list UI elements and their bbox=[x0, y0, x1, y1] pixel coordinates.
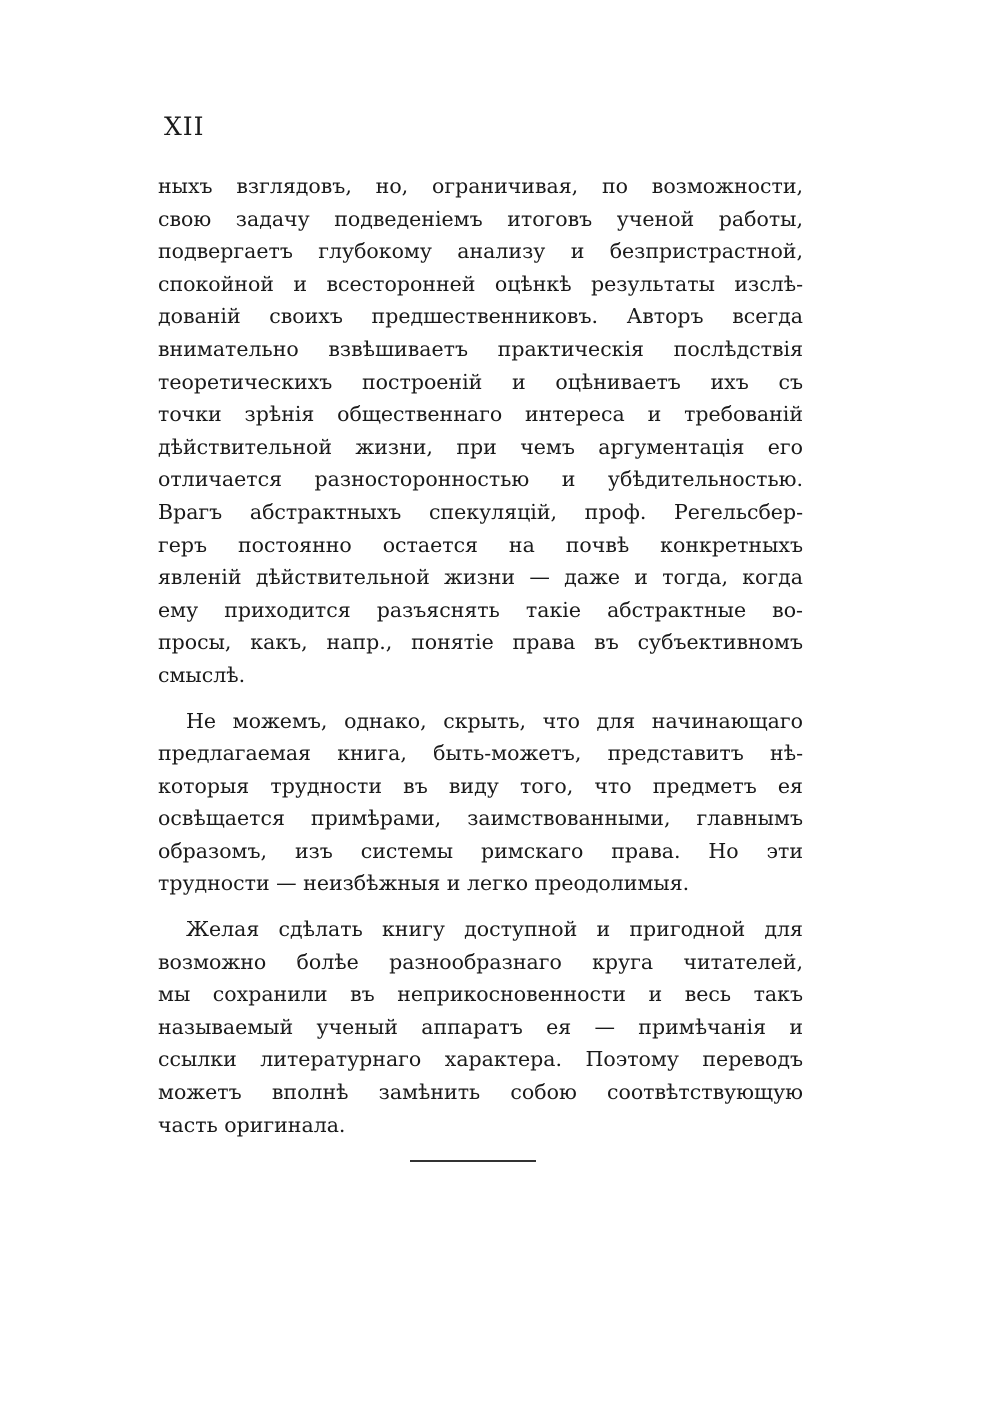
text-line: называемый ученый аппаратъ ея — примѣчанія и bbox=[158, 1014, 803, 1039]
text-line: часть оригинала. bbox=[158, 1112, 346, 1137]
text-line: подвергаетъ глубокому анализу и безпристрастной, bbox=[158, 239, 803, 264]
text-line: дѣйствительной жизни, при чемъ аргументація его bbox=[158, 434, 803, 459]
section-end-rule bbox=[410, 1160, 536, 1162]
text-line: спокойной и всесторонней оцѣнкѣ результаты изслѣ- bbox=[158, 271, 803, 296]
text-line: возможно болѣе разнообразнаго круга читателей, bbox=[158, 949, 803, 974]
text-line: Желая сдѣлать книгу доступной и пригодной для bbox=[186, 917, 803, 942]
text-line: мы сохранили въ неприкосновенности и весь такъ bbox=[158, 982, 803, 1007]
body-text bbox=[158, 170, 803, 1141]
text-line: геръ постоянно остается на почвѣ конкретныхъ bbox=[158, 532, 803, 557]
paragraph-2 bbox=[158, 705, 803, 901]
text-line: внимательно взвѣшиваетъ практическія послѣдствія bbox=[158, 336, 803, 361]
text-line: смыслѣ. bbox=[158, 662, 246, 687]
text-line: Не можемъ, однако, скрыть, что для начинающаго bbox=[186, 708, 803, 733]
text-line: отличается разносторонностью и убѣдительностью. bbox=[158, 467, 803, 492]
text-line: просы, какъ, напр., понятіе права въ субъективномъ bbox=[158, 630, 803, 655]
text-line: ссылки литературнаго характера. Поэтому переводъ bbox=[158, 1047, 803, 1072]
page-number: XII bbox=[164, 112, 205, 141]
text-line: образомъ, изъ системы римскаго права. Но эти bbox=[158, 838, 803, 863]
text-line: теоретическихъ построеній и оцѣниваетъ ихъ съ bbox=[158, 369, 803, 394]
text-line: можетъ вполнѣ замѣнить собою соотвѣтствующую bbox=[158, 1080, 803, 1105]
text-line: ему приходится разъяснять такіе абстрактные во- bbox=[158, 597, 803, 622]
text-line: которыя трудности въ виду того, что предметъ ея bbox=[158, 773, 803, 798]
text-line: предлагаемая книга, быть-можетъ, представитъ нѣ- bbox=[158, 741, 803, 766]
paragraph-3 bbox=[158, 913, 803, 1141]
text-line: свою задачу подведеніемъ итоговъ ученой работы, bbox=[158, 206, 803, 231]
text-line: ныхъ взглядовъ, но, ограничивая, по возможности, bbox=[158, 174, 803, 198]
text-line: дованій своихъ предшественниковъ. Авторъ всегда bbox=[158, 304, 803, 329]
text-line: Врагъ абстрактныхъ спекуляцій, проф. Регельсбер- bbox=[158, 499, 803, 524]
paragraph-gap bbox=[158, 900, 803, 913]
paragraph-gap bbox=[158, 692, 803, 705]
text-line: освѣщается примѣрами, заимствованными, главнымъ bbox=[158, 806, 803, 831]
text-line: трудности — неизбѣжныя и легко преодолимыя. bbox=[158, 871, 690, 896]
text-line: явленій дѣйствительной жизни — даже и тогда, когда bbox=[158, 565, 803, 590]
paragraph-1 bbox=[158, 170, 803, 692]
text-line: точки зрѣнія общественнаго интереса и требованій bbox=[158, 402, 803, 427]
